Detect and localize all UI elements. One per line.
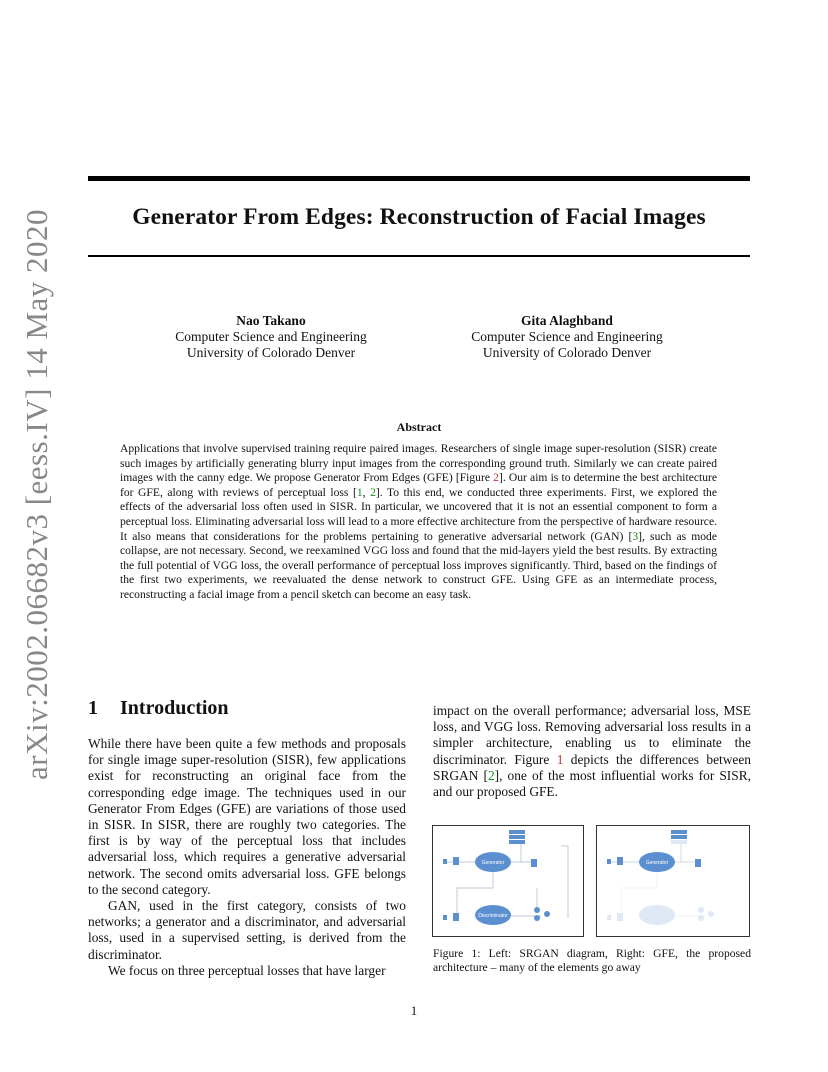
author-affiliation: University of Colorado Denver	[186, 345, 356, 360]
author-dept: Computer Science and Engineering	[175, 329, 367, 344]
abstract-text: ]. Our aim is to determine the best architecture for GFE, along with reviews of perceptual loss [	[120, 471, 718, 499]
author-dept: Computer Science and Engineering	[471, 329, 663, 344]
title-rule-top	[88, 176, 750, 181]
paragraph: While there have been quite a few methods and proposals for single image super-resolution (SISR), few applications exist for reconstructing an original face from the corresponding edge image. The techniques used in our Generator From Edges (GFE) are variations of those used in SISR. In SISR, there are roughly two categories. The first is by way of the perceptual loss that includes adversarial loss, which requires a generative adversarial network. The second omits adversarial loss. GFE belongs to the second category.	[88, 736, 406, 897]
abstract-text: ], such as mode collapse, are not necessary. Second, we reexamined VGG loss and found that the mid-layers yield the best results. By extracting the full potential of VGG loss, the overall performance of perceptual loss improves significantly. Third, based on the findings of the first two experiments, we reevaluated the dense network to construct GFE. Using GFE as an intermediate process, reconstructing a facial image from a pencil sketch can become an easy task.	[120, 529, 718, 601]
intro-left-column	[88, 736, 406, 979]
author-name: Gita Alaghband	[521, 313, 613, 328]
intro-right-column	[433, 703, 751, 800]
author-name: Nao Takano	[236, 313, 306, 328]
paragraph	[433, 703, 751, 800]
abstract-body	[120, 442, 717, 603]
citation-link[interactable]: 1	[356, 485, 363, 499]
abstract-text: ]. To this end, we conducted three experiments. First, we explored the effects of the adversarial loss often used in SISR. In particular, we uncovered that it is not an essential component to form a perceptual loss. Eliminating adversarial loss will lead to a more effective architecture from the perspective of hardware resource. It also means that considerations for the problems pertaining to generative adversarial network (GAN) [	[120, 485, 717, 543]
abstract-text: ,	[362, 485, 371, 499]
paragraph-text: ], one of the most influential works for SISR, and our proposed GFE.	[433, 767, 751, 800]
paper-title: Generator From Edges: Reconstruction of Facial Images	[132, 204, 706, 230]
figure-ref-link[interactable]: 2	[493, 471, 499, 485]
citation-link[interactable]: 2	[370, 485, 376, 499]
abstract-heading: Abstract	[396, 420, 442, 434]
discriminator-node-label: Discriminator	[478, 913, 508, 919]
paragraph-text: depicts the differences between SRGAN [	[433, 751, 751, 783]
title-rule-bottom	[88, 255, 750, 257]
section-heading	[88, 697, 229, 720]
section-number: 1	[88, 697, 98, 719]
author-block-2	[417, 313, 717, 361]
author-affiliation: University of Colorado Denver	[482, 345, 652, 360]
gfe-diagram-svg	[597, 826, 749, 936]
author-block-1	[121, 313, 421, 361]
paragraph: GAN, used in the first category, consists of two networks; a generator and a discriminator, and adversarial loss, used in a supervised setting, is derived from the discriminator.	[88, 898, 406, 962]
citation-link[interactable]: 2	[487, 767, 495, 783]
srgan-diagram	[432, 825, 584, 937]
generator-node-label: Generator	[645, 860, 669, 866]
gfe-diagram	[596, 825, 750, 937]
srgan-diagram-svg	[433, 826, 583, 936]
figure-caption: Figure 1: Left: SRGAN diagram, Right: GFE, the proposed architecture – many of the elements go away	[433, 947, 751, 974]
section-title: Introduction	[120, 697, 229, 719]
paragraph-text: impact on the overall performance; adversarial loss, MSE loss, and VGG loss. Removing adversarial loss results in a simpler architecture, enabling us to eliminate the discriminator. Figure	[433, 703, 751, 767]
arxiv-identifier: arXiv:2002.06682v3 [eess.IV] 14 May 2020	[19, 208, 54, 780]
citation-link[interactable]: 3	[632, 529, 639, 543]
generator-node-label: Generator	[481, 860, 505, 866]
paragraph: We focus on three perceptual losses that have larger	[108, 962, 386, 978]
figure-ref-link[interactable]: 1	[556, 751, 564, 767]
abstract-text: Applications that involve supervised training require paired images. Researchers of single image super-resolution (SISR) create such images by artificially generating blurry input images from the corresponding ground truth. Similarly we can create paired images with the canny edge. We propose Generator From Edges (GFE) [Figure	[120, 442, 717, 485]
page-number: 1	[410, 1003, 418, 1018]
